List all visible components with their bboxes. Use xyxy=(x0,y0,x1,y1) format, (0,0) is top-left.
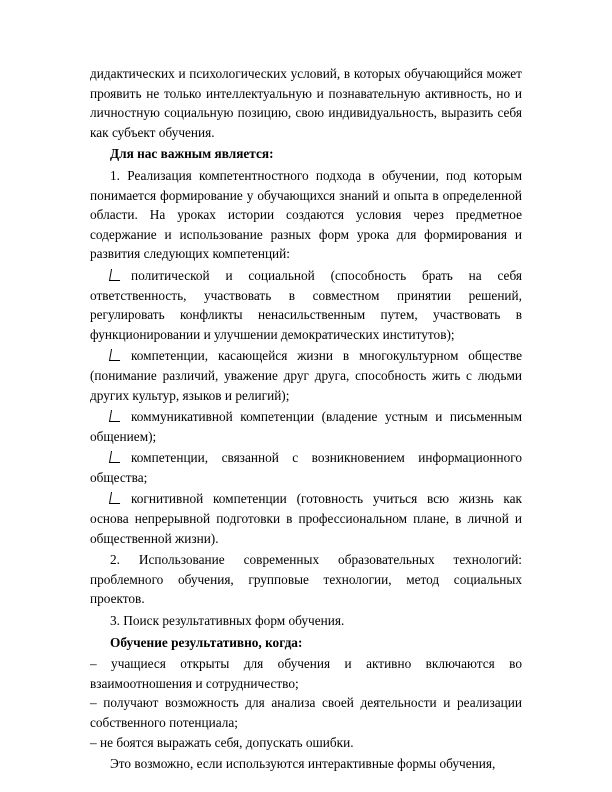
bullet-text: компетенции, касающейся жизни в многокультурном обществе (понимание различий, уважение друг друга, способность жить с людьми других культур, языков и религий); xyxy=(90,348,522,403)
paragraph-competency-approach: 1. Реализация компетентностного подхода в обучении, под которым понимается формирование у обучающихся знаний и опыта в определенной области. На уроках истории создаются условия через предметное содержание и использование разных форм урока для формирования и развития следующих компетенций: xyxy=(90,167,522,262)
paragraph-effective-forms: 3. Поиск результативных форм обучения. xyxy=(110,613,345,629)
bullet-text: компетенции, связанной с возникновением информационного общества; xyxy=(90,450,522,485)
list-item xyxy=(90,489,522,548)
paragraph-technologies: 2. Использование современных образовательных технологий: проблемного обучения, групповые технологии, метод социальных проектов. xyxy=(90,552,522,607)
dash-item-open-learning: – учащиеся открыты для обучения и активно включаются во взаимоотношения и сотрудничество; xyxy=(90,656,522,691)
bullet-text: когнитивной компетенции (готовность учиться всю жизнь как основа непрерывной подготовки в профессиональном плане, в личной и общественной жизни). xyxy=(90,491,522,546)
list-item xyxy=(90,266,522,344)
bullet-text: политической и социальной (способность брать на себя ответственность, участвовать в совместном принятии решений, регулировать конфликты ненасильственным путем, участвовать в функционировании и улучшении демократических институтов); xyxy=(90,267,522,342)
bullet-icon xyxy=(109,492,122,504)
dash-item-self-analysis: – получают возможность для анализа своей деятельности и реализации собственного потенциала; xyxy=(90,695,522,730)
bullet-icon xyxy=(109,269,122,281)
paragraph-interactive-forms: Это возможно, если используются интерактивные формы обучения, xyxy=(110,756,496,772)
text-column xyxy=(90,64,522,774)
bullet-icon xyxy=(109,349,122,361)
bullet-text: коммуникативной компетенции (владение устным и письменным общением); xyxy=(90,409,522,444)
heading-effective-learning: Обучение результативно, когда: xyxy=(110,634,303,650)
bullet-icon xyxy=(109,451,122,463)
bullet-icon xyxy=(109,410,122,422)
dash-item-no-fear: – не боятся выражать себя, допускать ошибки. xyxy=(90,734,354,750)
list-item xyxy=(90,407,522,446)
list-item xyxy=(90,346,522,405)
heading-important: Для нас важным является: xyxy=(110,146,274,162)
list-item xyxy=(90,448,522,487)
paragraph-intro-continuation: дидактических и психологических условий, в которых обучающийся может проявить не только интеллектуальную и познавательную активность, но и личностную социальную позицию, свою индивидуальность, выразить себя как субъект обучения. xyxy=(90,66,522,140)
